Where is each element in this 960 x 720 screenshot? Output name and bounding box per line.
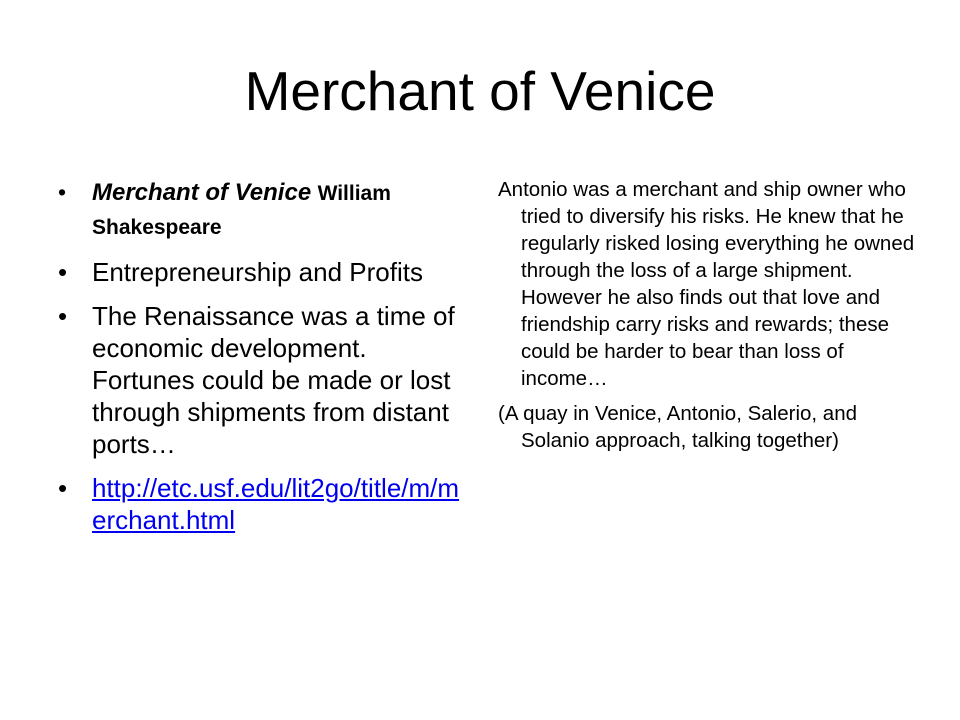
right-text-column (498, 176, 918, 462)
bullet-dot-icon: • (58, 179, 67, 205)
left-bullet-column (58, 176, 468, 548)
work-title: Merchant of Venice (92, 179, 312, 206)
bullet-item-work (58, 176, 468, 244)
bullet-item-topic (58, 256, 468, 288)
slide-title: Merchant of Venice (244, 60, 716, 122)
bullet-item-renaissance (58, 300, 468, 460)
bullet-dot-icon: • (58, 473, 68, 503)
bullet-dot-icon: • (58, 257, 68, 287)
bullet-dot-icon: • (58, 301, 68, 331)
author-name: William Shakespeare (92, 182, 391, 239)
bullet-list (58, 176, 468, 536)
bullet-item-link (58, 472, 468, 536)
resource-link[interactable]: http://etc.usf.edu/lit2go/title/m/merchant.html (92, 473, 460, 535)
stage-direction-paragraph: (A quay in Venice, Antonio, Salerio, and Solanio approach, talking together) (498, 402, 858, 452)
bullet-text-renaissance: The Renaissance was a time of economic development. Fortunes could be made or lost through shipments from distant ports… (92, 301, 455, 459)
bullet-text-topic: Entrepreneurship and Profits (92, 257, 423, 287)
summary-paragraph: Antonio was a merchant and ship owner who tried to diversify his risks. He knew that he regularly risked losing everything he owned through the loss of a large shipment. However he also finds out that love and friendship carry risks and rewards; these could be harder to bear than loss of income… (498, 178, 915, 390)
